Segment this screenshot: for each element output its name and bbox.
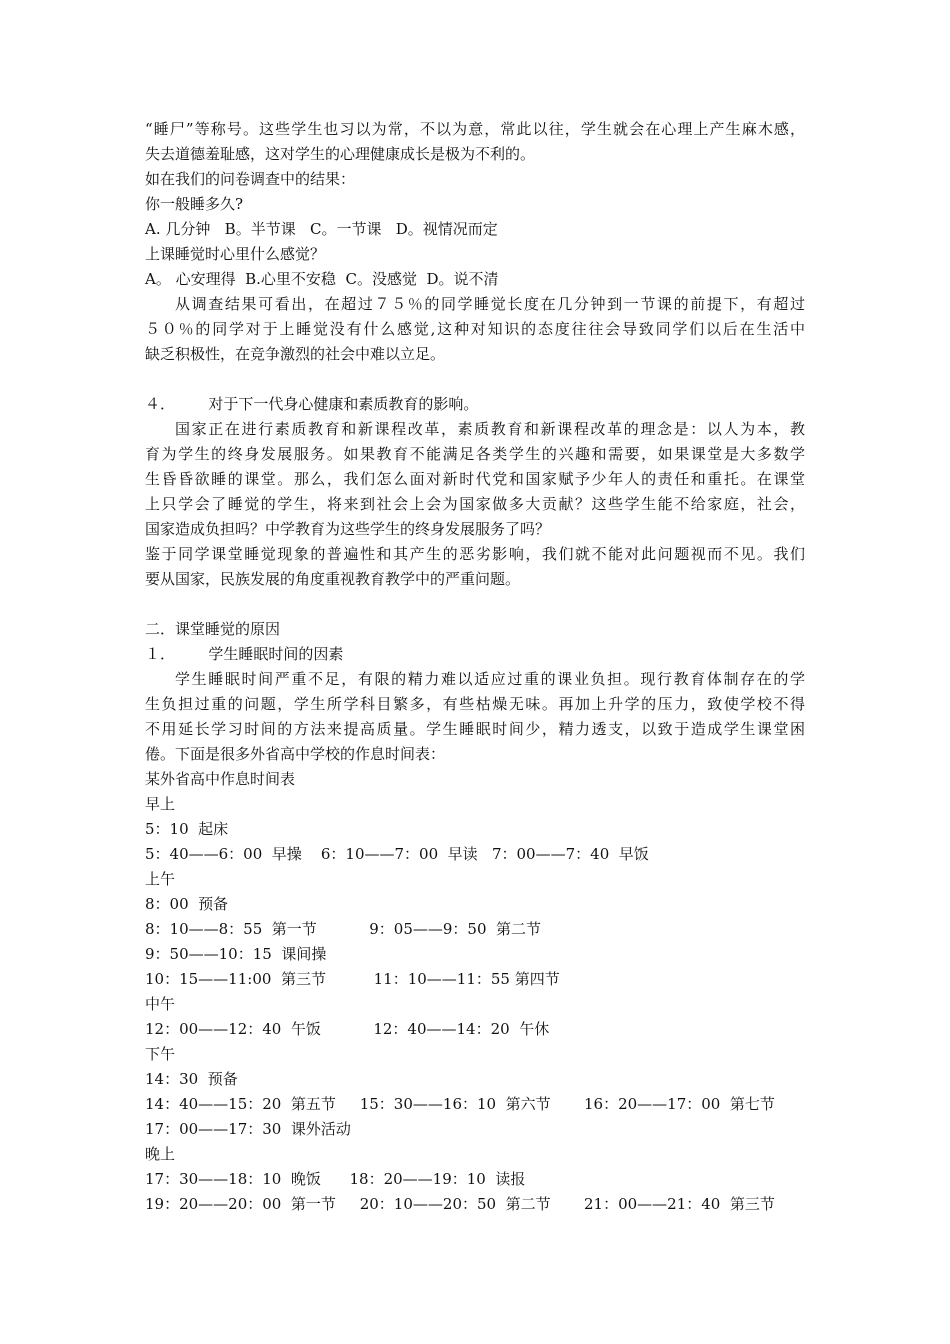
schedule-row: 17：00——17：30 课外活动: [145, 1120, 351, 1138]
schedule-row: 9：50——10：15 课间操: [145, 945, 327, 963]
paragraph-line: 失去道德羞耻感，这对学生的心理健康成长是极为不利的。: [145, 145, 536, 163]
paragraph-line: ５０％的同学对于上睡觉没有什么感觉,这种对知识的态度往往会导致同学们以后在生活中: [145, 320, 805, 338]
schedule-row: 12：00——12：40 午饭 12：40——14：20 午休: [145, 1020, 550, 1038]
schedule-title: 某外省高中作息时间表: [145, 770, 296, 788]
schedule-period: 中午: [145, 995, 176, 1013]
schedule-row: 5：40——6：00 早操 6：10——7：00 早读 7：00——7：40 早饭: [145, 845, 649, 863]
survey-question: 上课睡觉时心里什么感觉？: [145, 245, 326, 263]
schedule-row: 14：40——15：20 第五节 15：30——16：10 第六节 16：20——17：00 第七节: [145, 1095, 775, 1113]
survey-question: 你一般睡多久?: [145, 195, 244, 213]
paragraph-line: 育为学生的终身发展服务。如果教育不能满足各类学生的兴趣和需要，如果课堂是大多数学: [145, 445, 805, 463]
paragraph-line: 国家正在进行素质教育和新课程改革，素质教育和新课程改革的理念是：以人为本，教: [175, 420, 805, 438]
schedule-row: 10：15——11:00 第三节 11：10——11：55 第四节: [145, 970, 560, 988]
paragraph-line: 倦。下面是很多外省高中学校的作息时间表：: [145, 745, 446, 763]
schedule-period: 早上: [145, 795, 176, 813]
schedule-period: 晚上: [145, 1145, 176, 1163]
paragraph-line: 鉴于同学课堂睡觉现象的普遍性和其产生的恶劣影响，我们就不能对此问题视而不见。我们: [145, 545, 805, 563]
paragraph-line: 国家造成负担吗？中学教育为这些学生的终身发展服务了吗？: [145, 520, 551, 538]
paragraph-line: 学生睡眠时间严重不足，有限的精力难以适应过重的课业负担。现行教育体制存在的学: [175, 670, 805, 688]
paragraph-line: 生负担过重的问题，学生所学科目繁多，有些枯燥无味。再加上升学的压力，致使学校不得: [145, 695, 805, 713]
schedule-row: 8：10——8：55 第一节 9：05——9：50 第二节: [145, 920, 542, 938]
subsection-heading: １． 学生睡眠时间的因素: [145, 645, 344, 663]
paragraph-line: “睡尸”等称号。这些学生也习以为常，不以为意，常此以往，学生就会在心理上产生麻木感，: [145, 120, 805, 138]
schedule-row: 19：20——20：00 第一节 20：10——20：50 第二节 21：00——21：40 第三节: [145, 1195, 775, 1213]
schedule-row: 17：30——18：10 晚饭 18：20——19：10 读报: [145, 1170, 526, 1188]
schedule-row: 14：30 预备: [145, 1070, 238, 1088]
paragraph-line: 要从国家，民族发展的角度重视教育教学中的严重问题。: [145, 570, 521, 588]
schedule-row: 8：00 预备: [145, 895, 229, 913]
paragraph-line: 缺乏积极性，在竞争激烈的社会中难以立足。: [145, 345, 446, 363]
paragraph-line: 生昏昏欲睡的课堂。那么，我们怎么面对新时代党和国家赋予少年人的责任和重托。在课堂: [145, 470, 805, 488]
paragraph-line: 不用延长学习时间的方法来提高质量。学生睡眠时间少，精力透支，以致于造成学生课堂困: [145, 720, 805, 738]
schedule-period: 上午: [145, 870, 176, 888]
schedule-period: 下午: [145, 1045, 176, 1063]
section-heading: ４． 对于下一代身心健康和素质教育的影响。: [145, 395, 479, 413]
paragraph-line: 上只学会了睡觉的学生，将来到社会上会为国家做多大贡献？这些学生能不给家庭，社会，: [145, 495, 805, 513]
schedule-row: 5：10 起床: [145, 820, 229, 838]
paragraph-line: 如在我们的问卷调查中的结果：: [145, 170, 356, 188]
survey-options: A。 心安理得 B.心里不安稳 C。没感觉 D。说不清: [145, 270, 499, 288]
paragraph-line: 从调查结果可看出，在超过７５％的同学睡觉长度在几分钟到一节课的前提下，有超过: [175, 295, 805, 313]
part-heading: 二．课堂睡觉的原因: [145, 620, 281, 638]
survey-options: A. 几分钟 B。半节课 C。一节课 D。视情况而定: [145, 220, 498, 238]
